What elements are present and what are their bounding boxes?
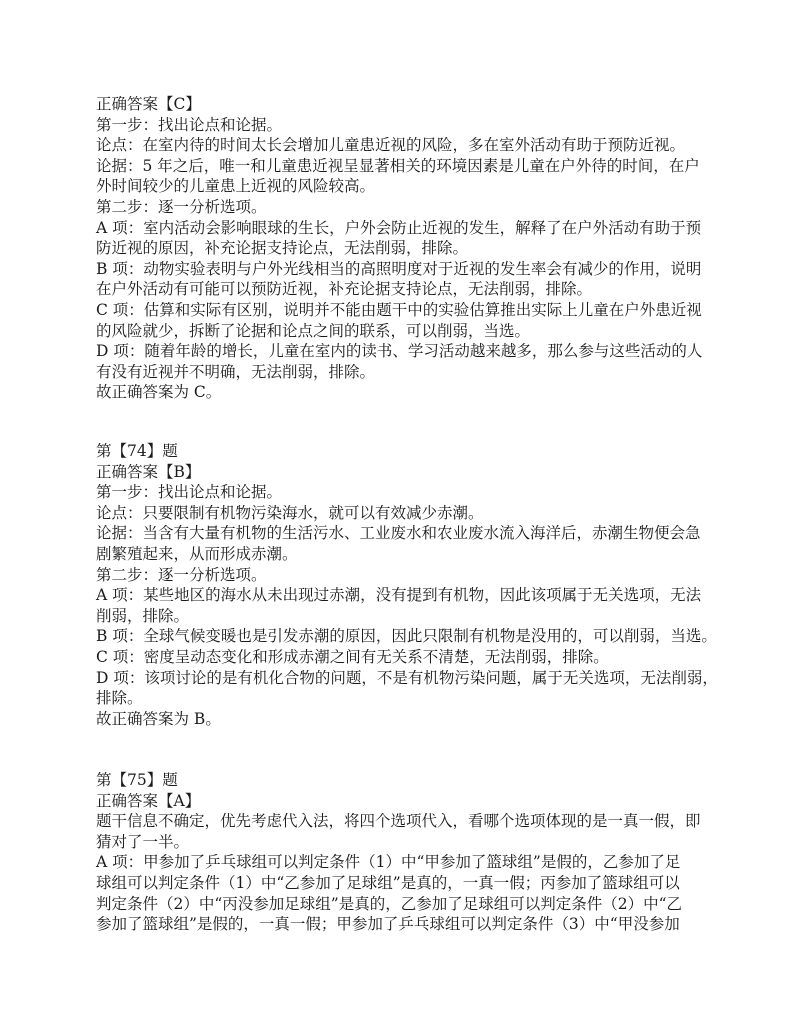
argument-line: 论点：只要限制有机物污染海水，就可以有效减少赤潮。 [96,503,484,522]
option-a-line: 削弱，排除。 [96,606,190,625]
option-a-line: 判定条件（2）中“丙没参加足球组”是真的，乙参加了足球组可以判定条件（2）中“乙 [96,894,682,913]
option-d-line: 排除。 [96,689,143,708]
answer-line: 正确答案【A】 [96,791,201,810]
evidence-line: 外时间较少的儿童患上近视的风险较高。 [96,177,376,196]
method-line: 题干信息不确定，优先考虑代入法，将四个选项代入，看哪个选项体现的是一真一假，即 [96,812,701,831]
option-c-line: 的风险就少，拆断了论据和论点之间的联系，可以削弱，当选。 [96,321,531,340]
answer-line: 正确答案【B】 [96,462,201,481]
option-b-line: B 项：动物实验表明与户外光线相当的高照明度对于近视的发生率会有减少的作用，说明 [96,259,702,278]
step-heading: 第二步：逐一分析选项。 [96,565,267,584]
option-b-line: 在户外活动有可能可以预防近视，补充论据支持论点，无法削弱，排除。 [96,280,593,299]
option-c-line: C 项：估算和实际有区别，说明并不能由题干中的实验估算推出实际上儿童在户外患近视 [96,300,702,319]
option-b-line: B 项：全球气候变暖也是引发赤潮的原因，因此只限制有机物是没用的，可以削弱，当选。 [96,627,717,646]
option-a-line: A 项：室内活动会影响眼球的生长，户外会防止近视的发生，解释了在户外活动有助于预 [96,218,702,237]
answer-line: 正确答案【C】 [96,95,201,113]
method-line: 猜对了一半。 [96,832,190,851]
option-a-line: A 项：某些地区的海水从未出现过赤潮，没有提到有机物，因此该项属于无关选项，无法 [96,586,702,605]
question-number: 第【75】题 [96,771,178,789]
conclusion-line: 故正确答案为 B。 [96,709,221,728]
conclusion-line: 故正确答案为 C。 [96,383,222,402]
question-section-74 [96,441,718,729]
option-c-line: C 项：密度呈动态变化和形成赤潮之间有无关系不清楚，无法削弱，排除。 [96,647,609,666]
argument-line: 论点：在室内待的时间太长会增加儿童患近视的风险，多在室外活动有助于预防近视。 [96,136,686,155]
answer-section-73 [96,94,708,403]
evidence-line: 论据：5 年之后，唯一和儿童患近视呈显著相关的环境因素是儿童在户外待的时间，在户 [96,156,700,175]
step-heading: 第一步：找出论点和论据。 [96,115,283,134]
option-a-line: A 项：甲参加了乒乓球组可以判定条件（1）中“甲参加了篮球组”是假的，乙参加了足 [96,853,681,872]
question-number: 第【74】题 [96,442,178,460]
evidence-line: 剧繁殖起来，从而形成赤潮。 [96,544,298,563]
evidence-line: 论据：当含有大量有机物的生活污水、工业废水和农业废水流入海洋后，赤潮生物便会急 [96,524,701,543]
option-a-line: 球组可以判定条件（1）中“乙参加了足球组”是真的，一真一假；丙参加了篮球组可以 [96,873,680,892]
option-d-line: D 项：该项讨论的是有机化合物的问题，不是有机物污染问题，属于无关选项，无法削弱， [96,668,718,687]
option-d-line: 有没有近视并不明确，无法削弱，排除。 [96,362,376,381]
step-heading: 第二步：逐一分析选项。 [96,197,267,216]
option-d-line: D 项：随着年龄的增长，儿童在室内的读书、学习活动越来越多，那么参与这些活动的人 [96,342,703,361]
question-section-75 [96,770,708,935]
option-a-line: 防近视的原因，补充论据支持论点，无法削弱，排除。 [96,239,469,258]
option-a-line: 参加了篮球组”是假的，一真一假；甲参加了乒乓球组可以判定条件（3）中“甲没参加 [96,915,680,934]
step-heading: 第一步：找出论点和论据。 [96,483,283,502]
